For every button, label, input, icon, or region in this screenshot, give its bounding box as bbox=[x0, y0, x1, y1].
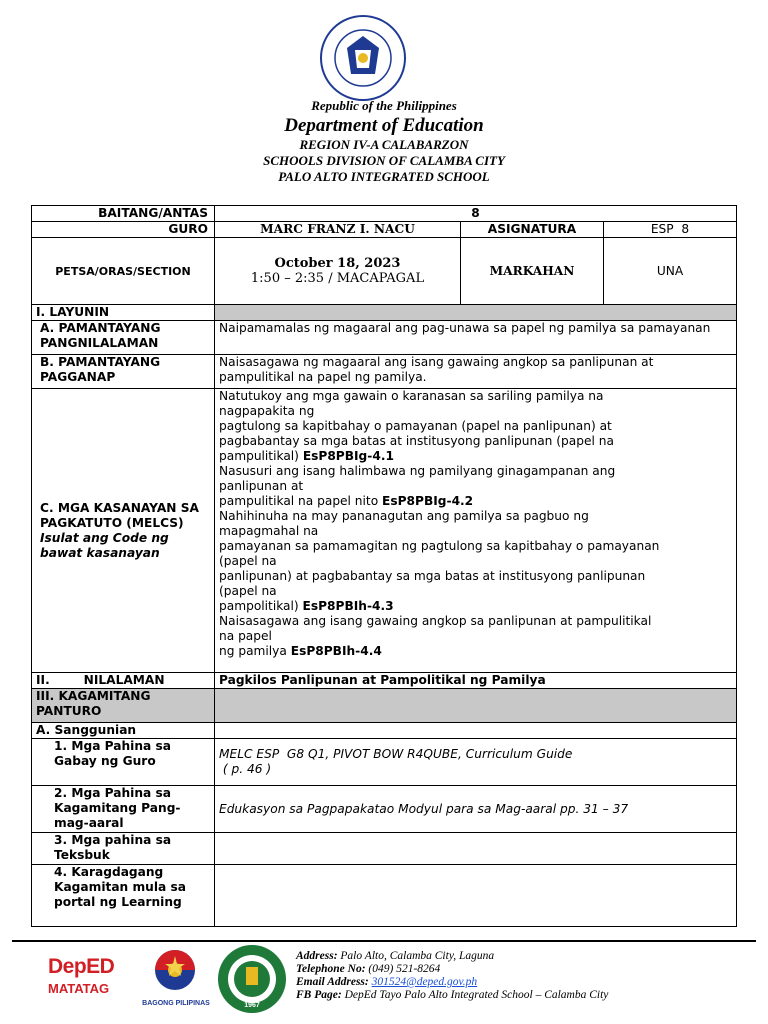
competency-line: nagpapakita ng bbox=[219, 404, 315, 418]
competency-line: (papel na bbox=[219, 554, 277, 568]
competency-code: EsP8PBIh-4.4 bbox=[290, 644, 382, 658]
reference-4-label: 4. Karagdagang Kagamitan mula sa portal ng Learning bbox=[32, 865, 215, 927]
date-label: PETSA/ORAS/SECTION bbox=[32, 238, 215, 305]
lesson-plan-table bbox=[31, 205, 737, 927]
competency-line: pamayanan sa pamamagitan ng pagtulong sa kapitbahay o pamayanan bbox=[219, 539, 660, 553]
competency-code: EsP8PBIg-4.2 bbox=[382, 494, 474, 508]
address-label: Address: bbox=[296, 950, 338, 962]
competency-text: pampolitikal) bbox=[219, 599, 299, 613]
layunin-title: I. LAYUNIN bbox=[32, 305, 215, 321]
header-region: REGION IV-A CALABARZON bbox=[299, 137, 469, 152]
sanggunian-fill bbox=[215, 723, 737, 739]
contact-email bbox=[296, 976, 608, 989]
date-value: October 18, 2023 bbox=[274, 256, 401, 271]
competency-line: pagbabantay sa mga batas at institusyong panlipunan (papel na bbox=[219, 434, 614, 448]
quarter-label: MARKAHAN bbox=[461, 238, 604, 305]
fb-label: FB Page: bbox=[296, 989, 342, 1001]
phone-label: Telephone No: bbox=[296, 963, 366, 975]
fb-value: DepEd Tayo Palo Alto Integrated School – Calamba City bbox=[344, 989, 609, 1001]
kagamitan-title-fill bbox=[215, 689, 737, 723]
date-cell bbox=[215, 238, 461, 305]
competency-line: panlipunan) at pagbabantay sa mga batas at institusyong panlipunan bbox=[219, 569, 646, 583]
competency-line: pagtulong sa kapitbahay o pamayanan (papel na panlipunan) at bbox=[219, 419, 612, 433]
contact-block bbox=[296, 950, 608, 1002]
competency-line bbox=[219, 644, 732, 659]
kagamitan-title: III. KAGAMITANG PANTURO bbox=[32, 689, 215, 723]
competency-line: na papel bbox=[219, 629, 272, 643]
subject-value: ESP 8 bbox=[604, 222, 737, 238]
reference-2-value: Edukasyon sa Pagpapakatao Modyul para sa Mag-aaral pp. 31 – 37 bbox=[215, 786, 737, 833]
reference-1-value-page: ( p. 46 ) bbox=[219, 762, 272, 776]
school-seal-year: 1967 bbox=[244, 1002, 260, 1009]
header-school: PALO ALTO INTEGRATED SCHOOL bbox=[278, 169, 490, 184]
standard-b-text: Naisasagawa ng magaaral ang isang gawaing angkop sa panlipunan at pampulitikal na papel ng pamilya. bbox=[215, 355, 737, 389]
nilalaman-label: II. NILALAMAN bbox=[32, 673, 215, 689]
email-link[interactable]: 301524@deped.gov.ph bbox=[371, 976, 478, 988]
competencies-note: Isulat ang Code ng bawat kasanayan bbox=[40, 530, 169, 560]
teacher-value: MARC FRANZ I. NACU bbox=[215, 222, 461, 238]
competency-text: pampulitikal) bbox=[219, 449, 299, 463]
deped-wordmark: DepED bbox=[48, 955, 115, 978]
bagong-pilipinas-label: BAGONG PILIPINAS bbox=[142, 1000, 210, 1007]
header-department: Department of Education bbox=[284, 115, 484, 136]
competency-line bbox=[219, 449, 732, 464]
deped-matatag-logo bbox=[48, 955, 122, 1010]
contact-fb bbox=[296, 989, 608, 1002]
phone-value: (049) 521-8264 bbox=[368, 963, 441, 975]
standard-a-label: A. PAMANTAYANG PANGNILALAMAN bbox=[32, 321, 215, 355]
email-label: Email Address: bbox=[296, 976, 369, 988]
sanggunian-label: A. Sanggunian bbox=[32, 723, 215, 739]
time-section: 1:50 – 2:35 / MACAPAGAL bbox=[250, 271, 425, 286]
competency-line: Naisasagawa ang isang gawaing angkop sa panlipunan at pampulitikal bbox=[219, 614, 652, 628]
competencies-label: C. MGA KASANAYAN SA PAGKATUTO (MELCS) bbox=[40, 500, 199, 530]
competency-code: EsP8PBIg-4.1 bbox=[302, 449, 394, 463]
header-republic: Republic of the Philippines bbox=[311, 98, 457, 113]
competency-line: Natutukoy ang mga gawain o karanasan sa sariling pamilya na bbox=[219, 389, 604, 403]
grade-label: BAITANG/ANTAS bbox=[32, 206, 215, 222]
competency-text: pampulitikal na papel nito bbox=[219, 494, 379, 508]
reference-1-cell bbox=[215, 739, 737, 786]
standard-a-text: Naipamamalas ng magaaral ang pag-unawa sa papel ng pamilya sa pamayanan bbox=[215, 321, 737, 355]
competency-code: EsP8PBIh-4.3 bbox=[302, 599, 394, 613]
contact-phone bbox=[296, 963, 608, 976]
reference-2-label: 2. Mga Pahina sa Kagamitang Pang-mag-aaral bbox=[32, 786, 215, 833]
competencies-text bbox=[215, 389, 737, 673]
competency-line: panlipunan at bbox=[219, 479, 304, 493]
subject-label: ASIGNATURA bbox=[461, 222, 604, 238]
competency-line: mapagmahal na bbox=[219, 524, 319, 538]
competency-text: ng pamilya bbox=[219, 644, 287, 658]
nilalaman-value: Pagkilos Panlipunan at Pampolitikal ng Pamilya bbox=[215, 673, 737, 689]
header-lines bbox=[0, 137, 768, 185]
reference-1-label: 1. Mga Pahina sa Gabay ng Guro bbox=[32, 739, 215, 786]
footer-divider bbox=[12, 940, 756, 942]
competency-line: (papel na bbox=[219, 584, 277, 598]
grade-value: 8 bbox=[215, 206, 737, 222]
bagong-pilipinas-logo bbox=[140, 946, 210, 1006]
competencies-label-cell bbox=[32, 389, 215, 673]
address-value: Palo Alto, Calamba City, Laguna bbox=[340, 950, 495, 962]
reference-3-value bbox=[215, 833, 737, 865]
matatag-wordmark: MATATAG bbox=[48, 981, 110, 996]
standard-b-label: B. PAMANTAYANG PAGGANAP bbox=[32, 355, 215, 389]
reference-3-label: 3. Mga pahina sa Teksbuk bbox=[32, 833, 215, 865]
header-division: SCHOOLS DIVISION OF CALAMBA CITY bbox=[263, 153, 505, 168]
teacher-label: GURO bbox=[32, 222, 215, 238]
competency-line bbox=[219, 494, 732, 509]
deped-seal-logo bbox=[319, 14, 407, 102]
contact-address bbox=[296, 950, 608, 963]
competency-line bbox=[219, 599, 732, 614]
competency-line: Nahihinuha na may pananagutan ang pamilya sa pagbuo ng bbox=[219, 509, 589, 523]
layunin-title-fill bbox=[215, 305, 737, 321]
reference-1-value: MELC ESP G8 Q1, PIVOT BOW R4QUBE, Curriculum Guide bbox=[219, 747, 573, 761]
reference-4-value bbox=[215, 865, 737, 927]
quarter-value: UNA bbox=[604, 238, 737, 305]
competency-line: Nasusuri ang isang halimbawa ng pamilyang ginagampanan ang bbox=[219, 464, 616, 478]
